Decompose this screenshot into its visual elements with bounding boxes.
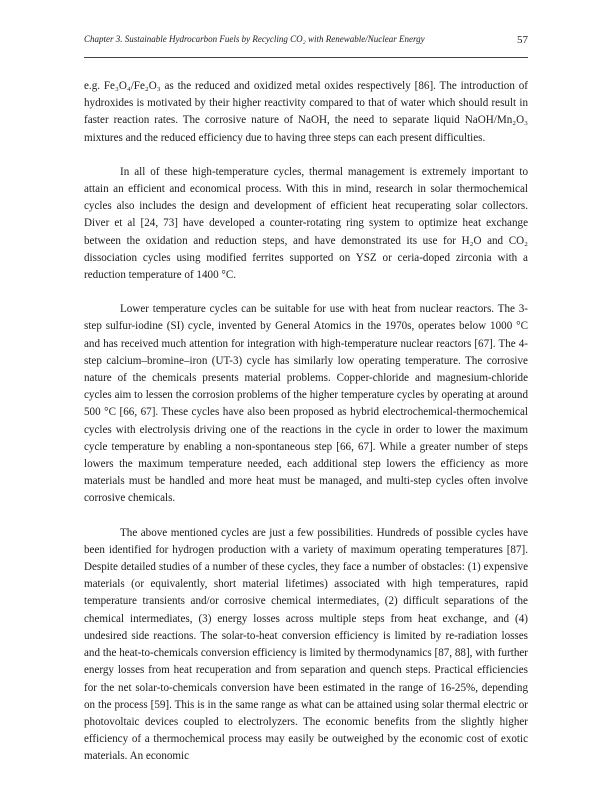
body-text <box>84 78 528 783</box>
paragraph-4: The above mentioned cycles are just a few possibilities. Hundreds of possible cycles have been identified for hydrogen production with a variety of maximum operating temperatures [87]. Despite detailed studies of a number of these cycles, they face a number of obstacles: (1) expensive materials (or equivalently, short material lifetimes) associated with high temperatures, rapid temperature transients and/or corrosive chemical intermediates, (2) difficult separations of the chemical intermediates, (3) energy losses across multiple steps from heat exchange, and (4) undesired side reactions. The solar-to-heat conversion efficiency is limited by re-radiation losses and the heat-to-chemicals conversion efficiency is limited by thermodynamics [87, 88], with further energy losses from heat recuperation and from separation and quench steps. Practical efficiencies for the net solar-to-chemicals conversion have been estimated in the range of 16-25%, depending on the process [59]. This is in the same range as what can be attained using solar thermal electric or photovoltaic devices coupled to electrolyzers. The economic benefits from the slightly higher efficiency of a thermochemical process may easily be outweighed by the economic cost of exotic materials. An economic <box>84 526 528 763</box>
paragraph-3: Lower temperature cycles can be suitable for use with heat from nuclear reactors. The 3-step sulfur-iodine (SI) cycle, invented by General Atomics in the 1970s, operates below 1000 °C and has received much attention for integration with high-temperature nuclear reactors [67]. The 4-step calcium–bromine–iron (UT-3) cycle has similarly low operating temperature. The corrosive nature of the chemicals presents material problems. Copper-chloride and magnesium-chloride cycles aim to lessen the corrosion problems of the higher temperature cycles by operating at around 500 °C [66, 67]. These cycles have also been proposed as hybrid electrochemical-thermochemical cycles with electrolysis driving one of the reactions in the cycle in order to lower the maximum cycle temperature by enabling a non-spontaneous step [66, 67]. While a greater number of steps lowers the maximum temperature needed, each additional step lowers the efficiency as more materials must be handled and more heat must be managed, and multi-step cycles often involve corrosive chemicals. <box>84 303 528 505</box>
running-header-title: Chapter 3. Sustainable Hydrocarbon Fuels by Recycling CO₂ with Renewable/Nuclear Energy <box>84 34 425 44</box>
paragraph-1: e.g. Fe₃O₄/Fe₂O₃ as the reduced and oxidized metal oxides respectively [86]. The introduction of hydroxides is motivated by their higher reactivity compared to that of water which should result in faster reaction rates. The corrosive nature of NaOH, the need to separate liquid NaOH/Mn₂O₃ mixtures and the reduced efficiency due to having three steps can each present difficulties. <box>84 80 528 144</box>
header-rule <box>84 57 528 58</box>
paragraph-2: In all of these high-temperature cycles, thermal management is extremely important to attain an efficient and economical process. With this in mind, research in solar thermochemical cycles also includes the design and development of efficient heat recuperating solar collectors. Diver et al [24, 73] have developed a counter-rotating ring system to optimize heat exchange between the oxidation and reduction steps, and have demonstrated its use for H₂O and CO₂ dissociation cycles using modified ferrites supported on YSZ or ceria-doped zirconia with a reduction temperature of 1400 °C. <box>84 165 528 282</box>
page-number: 57 <box>517 34 528 46</box>
